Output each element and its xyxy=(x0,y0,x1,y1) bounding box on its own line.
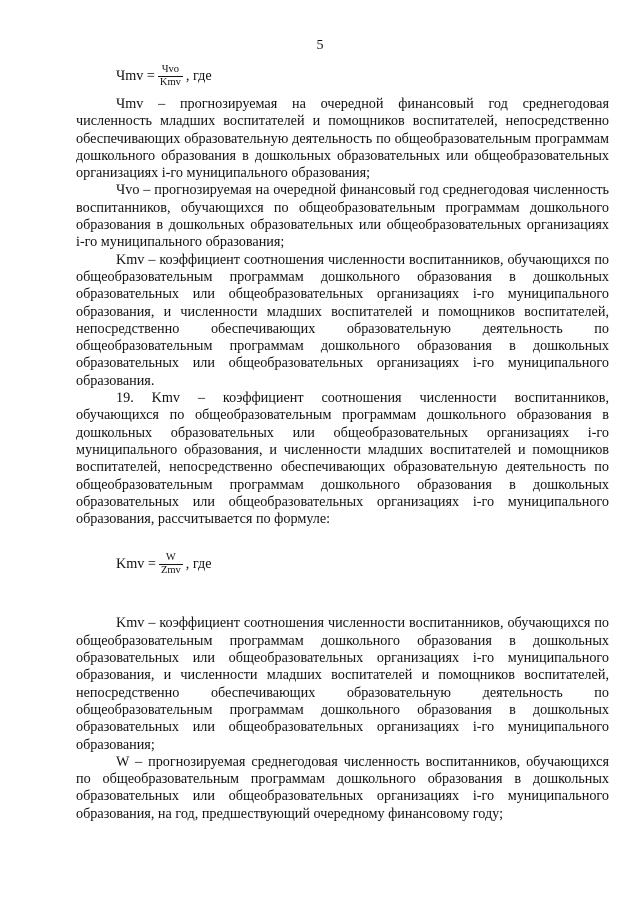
paragraph-w-definition: W – прогнозируемая среднегодовая численность воспитанников, обучающихся по общеобразовательным программам дошкольного образования в дошкольных образовательных или общеобразовательных организациях i-го муниципального образования, на год, предшествующий очередному финансовому году; xyxy=(76,753,609,822)
fraction xyxy=(158,64,183,89)
formula-lhs: Чmv = xyxy=(116,67,155,84)
formula-suffix: , где xyxy=(185,67,212,84)
paragraph-kmv-definition-2: Kmv – коэффициент соотношения численности воспитанников, обучающихся по общеобразовательным программам дошкольного образования в дошкольных образовательных или общеобразовательных организациях i-го муниципального образования, и численности младших воспитателей и помощников воспитателей, непосредственно обеспечивающих образовательную деятельность по общеобразовательным программам дошкольного образования в дошкольных образовательных или общеобразовательных организациях i-го муниципального образования; xyxy=(76,615,609,753)
paragraph-kmv-definition: Kmv – коэффициент соотношения численности воспитанников, обучающихся по общеобразовательным программам дошкольного образования в дошкольных образовательных или общеобразовательных организациях i-го муниципального образования, и численности младших воспитателей и помощников воспитателей, непосредственно обеспечивающих образовательную деятельность по общеобразовательным программам дошкольного образования в дошкольных образовательных или общеобразовательных организациях i-го муниципального образования. xyxy=(76,251,609,389)
document-body xyxy=(76,64,609,823)
formula-lhs: Kmv = xyxy=(116,556,156,573)
fraction-denominator: Kmv xyxy=(159,77,181,88)
formula-suffix: , где xyxy=(185,556,212,573)
paragraph-item-19: 19. Kmv – коэффициент соотношения численности воспитанников, обучающихся по общеобразовательным программам дошкольного образования в дошкольных образовательных или общеобразовательных организациях i-го муниципального образования, и численности младших воспитателей и помощников воспитателей, непосредственно обеспечивающих образовательную деятельность по общеобразовательным программам дошкольного образования в дошкольных образовательных или общеобразовательных организациях i-го муниципального образования, рассчитывается по формуле: xyxy=(76,390,609,528)
formula-chmv xyxy=(116,64,609,89)
fraction-numerator: Чvo xyxy=(161,64,180,75)
page-number: 5 xyxy=(316,38,324,53)
fraction-denominator: Zmv xyxy=(160,565,181,577)
fraction-numerator: W xyxy=(165,552,176,564)
fraction xyxy=(159,552,183,577)
paragraph-chvo-definition: Чvo – прогнозируемая на очередной финансовый год среднегодовая численность воспитанников, обучающихся по общеобразовательным программам дошкольного образования в дошкольных образовательных или общеобразовательных организациях i-го муниципального образования; xyxy=(76,182,609,251)
paragraph-chmv-definition: Чmv – прогнозируемая на очередной финансовый год среднегодовая численность младших воспитателей и помощников воспитателей, непосредственно обеспечивающих образовательную деятельность по общеобразовательным программам дошкольного образования в дошкольных образовательных или общеобразовательных организациях i-го муниципального образования; xyxy=(76,96,609,182)
formula-kmv xyxy=(116,552,609,577)
